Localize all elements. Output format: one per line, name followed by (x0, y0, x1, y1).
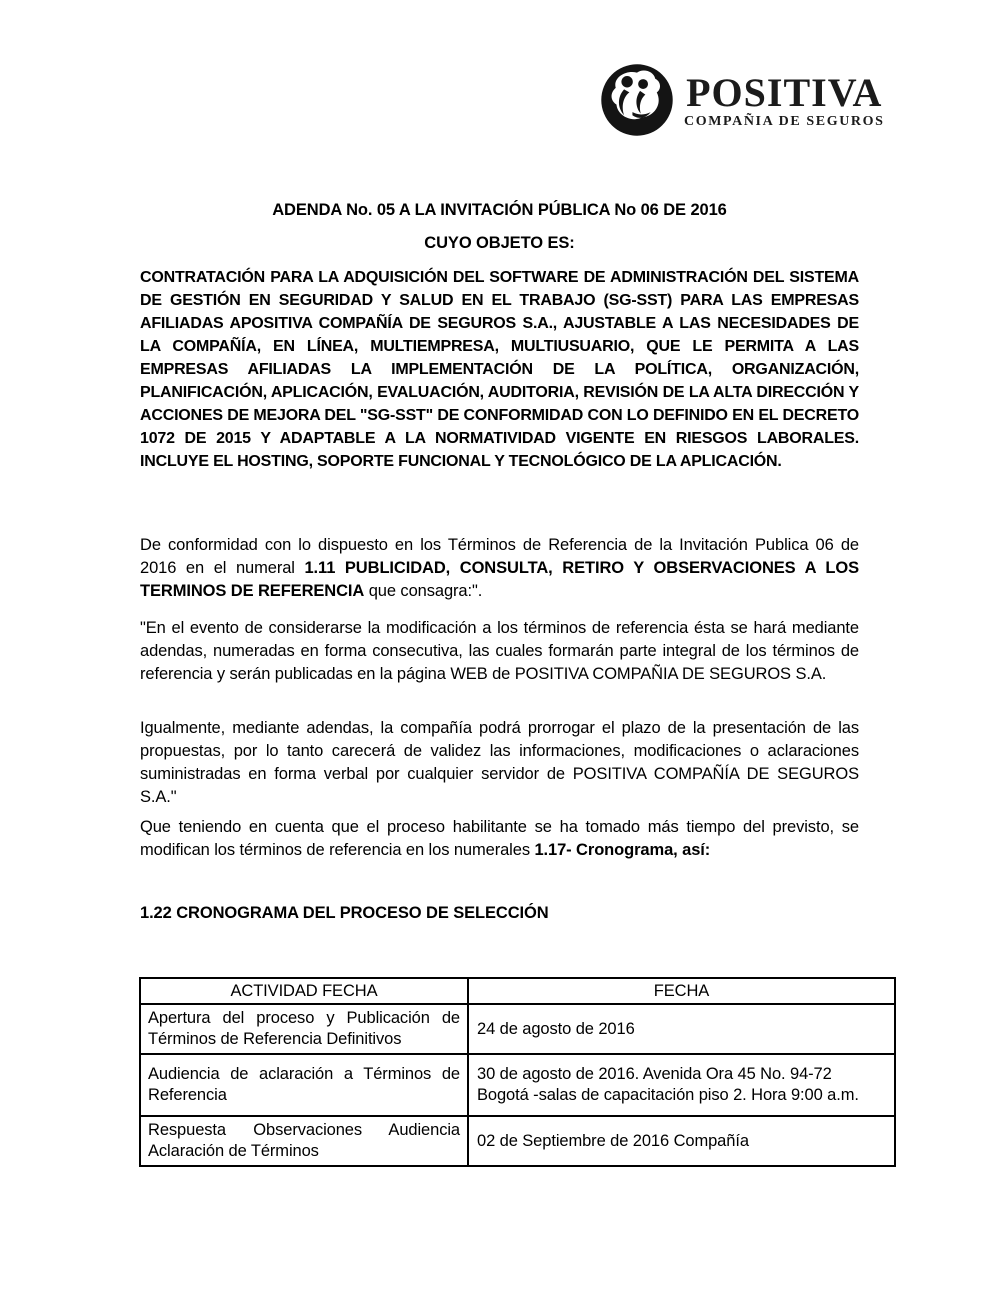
paragraph-cronograma-bold-ref: 1.17- Cronograma, así: (534, 841, 711, 859)
cell-actividad-audiencia: Audiencia de aclaración a Términos de Referencia (140, 1054, 468, 1116)
table-row (140, 1004, 895, 1054)
paragraph-cronograma-pre: Que teniendo en cuenta que el proceso habilitante se ha tomado más tiempo del previsto, se modifican los términos de referencia en los numerales (140, 818, 859, 859)
section-heading-cronograma: 1.22 CRONOGRAMA DEL PROCESO DE SELECCIÓN (140, 904, 549, 922)
positiva-logo-icon (599, 62, 675, 138)
paragraph-conformidad-pre: De conformidad con lo dispuesto en los Términos de Referencia de la Invitación Publica 06 de 2016 en el numeral (140, 536, 859, 577)
table-row (140, 1116, 895, 1166)
table-row (140, 1054, 895, 1116)
paragraph-conformidad-bold-ref: 1.11 PUBLICIDAD, CONSULTA, RETIRO Y OBSERVACIONES A LOS TERMINOS DE REFERENCIA (140, 559, 860, 600)
company-logo (599, 62, 885, 138)
paragraph-evento-quote: "En el evento de considerarse la modificación a los términos de referencia ésta se hará mediante adendas, numeradas en forma consecutiva, las cuales formarán parte integral de los términos de referencia y serán publicadas en la página WEB de POSITIVA COMPAÑIA DE SEGUROS S.A. (140, 619, 859, 683)
table-header-row (140, 978, 895, 1004)
paragraph-cronograma-note (140, 816, 859, 862)
column-header-actividad: ACTIVIDAD FECHA (140, 978, 468, 1004)
logo-brand-name: POSITIVA (686, 70, 883, 115)
document-title-line2: CUYO OBJETO ES: (424, 234, 575, 252)
paragraph-contract-object: CONTRATACIÓN PARA LA ADQUISICIÓN DEL SOFTWARE DE ADMINISTRACIÓN DEL SISTEMA DE GESTIÓN EN SEGURIDAD Y SALUD EN EL TRABAJO (SG-SST) PARA LAS EMPRESAS AFILIADAS APOSITIVA COMPAÑÍA DE SEGUROS S.A., AJUSTABLE A LAS NECESIDADES DE LA COMPAÑÍA, EN LÍNEA, MULTIEMPRESA, MULTIUSUARIO, QUE LE PERMITA A LAS EMPRESAS AFILIADAS LA IMPLEMENTACIÓN DE LA POLÍTICA, ORGANIZACIÓN, PLANIFICACIÓN, APLICACIÓN, EVALUACIÓN, AUDITORIA, REVISIÓN DE LA ALTA DIRECCIÓN Y ACCIONES DE MEJORA DEL "SG-SST" DE CONFORMIDAD CON LO DEFINIDO EN EL DECRETO 1072 DE 2015 Y ADAPTABLE A LA NORMATIVIDAD VIGENTE EN RIESGOS LABORALES. INCLUYE EL HOSTING, SOPORTE FUNCIONAL Y TECNOLÓGICO DE LA APLICACIÓN. (140, 269, 859, 470)
cell-actividad-respuesta: Respuesta Observaciones Audiencia Aclaración de Términos (140, 1116, 468, 1166)
logo-tagline: COMPAÑIA DE SEGUROS (684, 114, 885, 129)
paragraph-igualmente: Igualmente, mediante adendas, la compañía podrá prorrogar el plazo de la presentación de las propuestas, por lo tanto carecerá de validez las informaciones, modificaciones o aclaraciones suministradas en forma verbal por cualquier servidor de POSITIVA COMPAÑÍA DE SEGUROS S.A." (140, 719, 859, 806)
cell-actividad-apertura: Apertura del proceso y Publicación de Términos de Referencia Definitivos (140, 1004, 468, 1054)
document-title-line1: ADENDA No. 05 A LA INVITACIÓN PÚBLICA No 06 DE 2016 (272, 201, 727, 219)
column-header-fecha: FECHA (468, 978, 895, 1004)
paragraph-conformidad (140, 534, 859, 603)
cell-fecha-audiencia: 30 de agosto de 2016. Avenida Ora 45 No. 94-72 Bogotá -salas de capacitación piso 2. Hora 9:00 a.m. (468, 1054, 895, 1116)
cell-fecha-apertura: 24 de agosto de 2016 (468, 1004, 895, 1054)
schedule-table (139, 977, 896, 1167)
paragraph-conformidad-post: que consagra:". (364, 582, 483, 600)
cell-fecha-respuesta: 02 de Septiembre de 2016 Compañía (468, 1116, 895, 1166)
logo-text-block (684, 72, 885, 130)
